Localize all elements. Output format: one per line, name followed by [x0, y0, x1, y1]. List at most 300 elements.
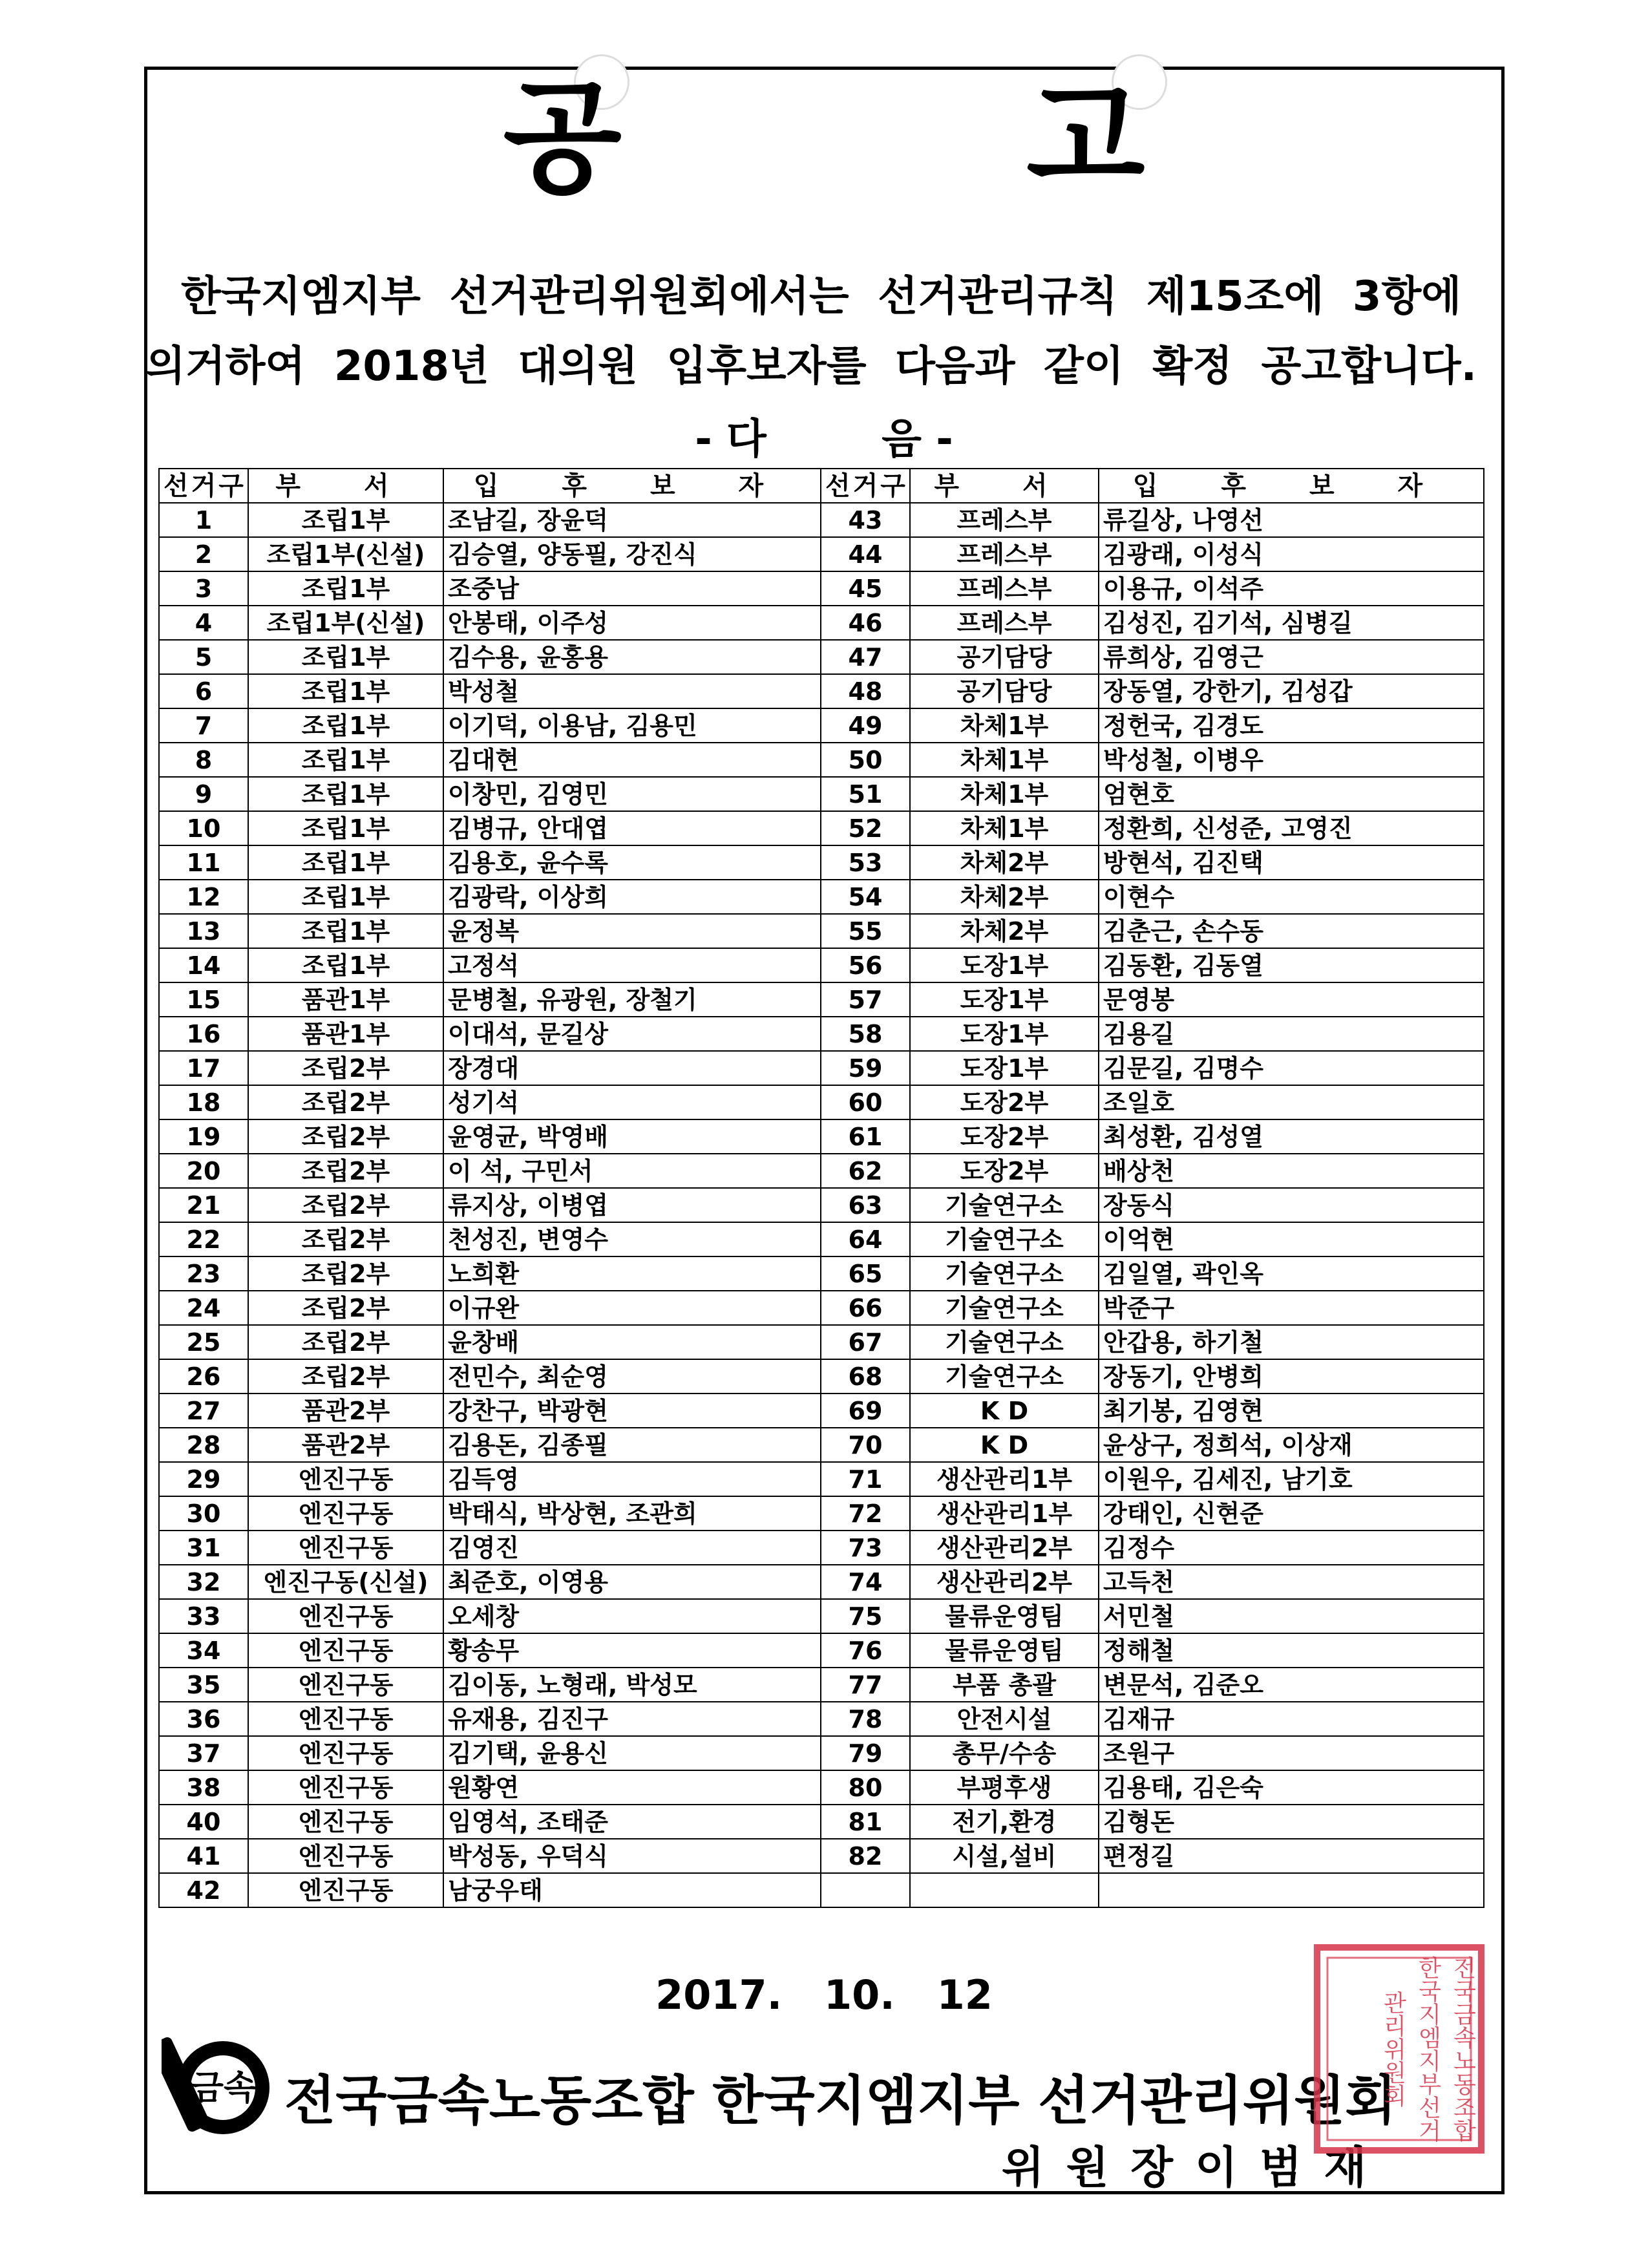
- candidate-names-right: 김문길, 김명수: [1099, 1051, 1484, 1085]
- department-left: 조립1부(신설): [248, 606, 443, 640]
- committee-chair: 위원장이범재: [1002, 2143, 1389, 2194]
- district-number-right: 65: [821, 1256, 910, 1291]
- department-right: 도장2부: [910, 1119, 1099, 1154]
- candidate-names-left: 장경대: [443, 1051, 821, 1085]
- table-row: [159, 708, 1484, 743]
- department-right: [910, 1873, 1099, 1907]
- district-number-left: 26: [159, 1359, 248, 1394]
- department-right: 공기담당: [910, 674, 1099, 708]
- table-row: [159, 777, 1484, 811]
- department-left: 조립1부: [248, 914, 443, 948]
- candidate-names-left: 김수용, 윤홍용: [443, 640, 821, 674]
- section-heading: - 다 음 -: [695, 416, 953, 463]
- district-number-right: 50: [821, 743, 910, 777]
- department-left: 조립1부: [248, 811, 443, 845]
- table-row: [159, 1017, 1484, 1051]
- candidate-names-left: 임영석, 조태준: [443, 1805, 821, 1839]
- department-right: 프레스부: [910, 571, 1099, 606]
- district-number-right: 58: [821, 1017, 910, 1051]
- candidate-names-right: 고득천: [1099, 1565, 1484, 1599]
- header-candidates-right: 입 후 보 자: [1099, 469, 1484, 503]
- department-right: 프레스부: [910, 606, 1099, 640]
- candidate-names-left: 박성철: [443, 674, 821, 708]
- department-left: 엔진구동: [248, 1702, 443, 1736]
- candidate-names-left: 박성동, 우덕식: [443, 1839, 821, 1873]
- candidate-names-left: 조남길, 장윤덕: [443, 503, 821, 537]
- department-right: 생산관리2부: [910, 1531, 1099, 1565]
- department-left: 조립2부: [248, 1291, 443, 1325]
- district-number-left: 4: [159, 606, 248, 640]
- candidate-names-right: 안갑용, 하기철: [1099, 1325, 1484, 1359]
- department-right: 차체1부: [910, 708, 1099, 743]
- table-row: [159, 1291, 1484, 1325]
- candidate-names-right: 김성진, 김기석, 심병길: [1099, 606, 1484, 640]
- district-number-right: 51: [821, 777, 910, 811]
- department-left: 조립2부: [248, 1325, 443, 1359]
- district-number-left: 35: [159, 1668, 248, 1702]
- candidate-names-left: 윤정복: [443, 914, 821, 948]
- district-number-right: 46: [821, 606, 910, 640]
- district-number-right: 75: [821, 1599, 910, 1633]
- district-number-right: 57: [821, 982, 910, 1017]
- candidate-names-right: 이억현: [1099, 1222, 1484, 1256]
- department-left: 엔진구동: [248, 1633, 443, 1668]
- candidate-names-right: 김춘근, 손수동: [1099, 914, 1484, 948]
- department-right: 도장2부: [910, 1085, 1099, 1119]
- department-right: 안전시설: [910, 1702, 1099, 1736]
- district-number-left: 8: [159, 743, 248, 777]
- district-number-left: 34: [159, 1633, 248, 1668]
- district-number-right: 77: [821, 1668, 910, 1702]
- district-number-left: 7: [159, 708, 248, 743]
- district-number-right: 63: [821, 1188, 910, 1222]
- candidate-names-right: 장동열, 강한기, 김성갑: [1099, 674, 1484, 708]
- header-department-right: 부 서: [910, 469, 1099, 503]
- department-left: 조립1부: [248, 743, 443, 777]
- district-number-right: 64: [821, 1222, 910, 1256]
- district-number-left: 14: [159, 948, 248, 982]
- candidate-names-left: 전민수, 최순영: [443, 1359, 821, 1394]
- candidate-names-left: 류지상, 이병엽: [443, 1188, 821, 1222]
- district-number-left: 3: [159, 571, 248, 606]
- department-left: 엔진구동: [248, 1873, 443, 1907]
- candidate-names-right: [1099, 1873, 1484, 1907]
- department-left: 엔진구동: [248, 1462, 443, 1496]
- candidate-names-left: 김득영: [443, 1462, 821, 1496]
- candidate-names-right: 박준구: [1099, 1291, 1484, 1325]
- header-department-left: 부 서: [248, 469, 443, 503]
- candidate-names-right: 김일열, 곽인옥: [1099, 1256, 1484, 1291]
- district-number-right: 59: [821, 1051, 910, 1085]
- district-number-left: 42: [159, 1873, 248, 1907]
- district-number-left: 16: [159, 1017, 248, 1051]
- district-number-left: 37: [159, 1736, 248, 1770]
- department-right: 기술연구소: [910, 1359, 1099, 1394]
- district-number-right: 56: [821, 948, 910, 982]
- district-number-left: 20: [159, 1154, 248, 1188]
- table-row: [159, 1531, 1484, 1565]
- candidate-names-right: 최성환, 김성열: [1099, 1119, 1484, 1154]
- candidate-names-right: 김동환, 김동열: [1099, 948, 1484, 982]
- department-right: 기술연구소: [910, 1188, 1099, 1222]
- table-row: [159, 880, 1484, 914]
- department-left: 조립2부: [248, 1154, 443, 1188]
- notice-date: 2017. 10. 12: [655, 1971, 993, 2019]
- department-left: 엔진구동: [248, 1736, 443, 1770]
- candidate-names-left: 유재용, 김진구: [443, 1702, 821, 1736]
- district-number-left: 10: [159, 811, 248, 845]
- candidate-names-left: 김용호, 윤수록: [443, 845, 821, 880]
- candidate-names-right: 배상천: [1099, 1154, 1484, 1188]
- candidate-names-right: 강태인, 신현준: [1099, 1496, 1484, 1531]
- district-number-right: 49: [821, 708, 910, 743]
- table-body: [159, 503, 1484, 1907]
- department-right: 도장1부: [910, 948, 1099, 982]
- table-row: [159, 606, 1484, 640]
- department-right: 차체1부: [910, 777, 1099, 811]
- seal-lettering: 전국금속노동조합한국지엠지부선거관리위원회: [1380, 1956, 1476, 2142]
- district-number-left: 19: [159, 1119, 248, 1154]
- table-row: [159, 743, 1484, 777]
- organization-name: 전국금속노동조합 한국지엠지부 선거관리위원회: [284, 2070, 1397, 2132]
- district-number-left: 22: [159, 1222, 248, 1256]
- table-row: [159, 1325, 1484, 1359]
- department-right: 프레스부: [910, 503, 1099, 537]
- district-number-left: 9: [159, 777, 248, 811]
- table-row: [159, 1496, 1484, 1531]
- department-right: 생산관리1부: [910, 1462, 1099, 1496]
- candidate-names-left: 이규완: [443, 1291, 821, 1325]
- department-right: 기술연구소: [910, 1256, 1099, 1291]
- district-number-right: 80: [821, 1770, 910, 1805]
- candidate-names-left: 김기택, 윤용신: [443, 1736, 821, 1770]
- department-right: 생산관리2부: [910, 1565, 1099, 1599]
- district-number-right: 54: [821, 880, 910, 914]
- candidate-names-left: 안봉태, 이주성: [443, 606, 821, 640]
- department-left: 엔진구동: [248, 1668, 443, 1702]
- table-row: [159, 1119, 1484, 1154]
- table-row: [159, 845, 1484, 880]
- district-number-left: 13: [159, 914, 248, 948]
- district-number-right: 70: [821, 1428, 910, 1462]
- district-number-left: 21: [159, 1188, 248, 1222]
- table-row: [159, 982, 1484, 1017]
- candidate-names-left: 천성진, 변영수: [443, 1222, 821, 1256]
- district-number-left: 17: [159, 1051, 248, 1085]
- department-left: 엔진구동: [248, 1770, 443, 1805]
- district-number-left: 30: [159, 1496, 248, 1531]
- district-number-right: 73: [821, 1531, 910, 1565]
- candidate-names-left: 김영진: [443, 1531, 821, 1565]
- district-number-left: 28: [159, 1428, 248, 1462]
- department-right: K D: [910, 1394, 1099, 1428]
- intro-line-2: 의거하여 2018년 대의원 입후보자를 다음과 같이 확정 공고합니다.: [145, 343, 1477, 390]
- candidate-names-right: 문영봉: [1099, 982, 1484, 1017]
- candidate-names-right: 서민철: [1099, 1599, 1484, 1633]
- table-row: [159, 571, 1484, 606]
- candidate-names-left: 최준호, 이영용: [443, 1565, 821, 1599]
- table-row: [159, 640, 1484, 674]
- district-number-left: 29: [159, 1462, 248, 1496]
- district-number-left: 41: [159, 1839, 248, 1873]
- department-right: 기술연구소: [910, 1325, 1099, 1359]
- candidate-names-right: 조일호: [1099, 1085, 1484, 1119]
- department-left: 품관2부: [248, 1394, 443, 1428]
- table-row: [159, 1188, 1484, 1222]
- header-district-right: 선거구: [821, 469, 910, 503]
- department-right: 기술연구소: [910, 1291, 1099, 1325]
- district-number-right: 47: [821, 640, 910, 674]
- department-left: 엔진구동(신설): [248, 1565, 443, 1599]
- department-left: 조립1부: [248, 948, 443, 982]
- candidate-names-left: 김광락, 이상희: [443, 880, 821, 914]
- department-left: 조립1부: [248, 777, 443, 811]
- table-row: [159, 1770, 1484, 1805]
- candidate-names-left: 원황연: [443, 1770, 821, 1805]
- district-number-right: 67: [821, 1325, 910, 1359]
- district-number-right: 71: [821, 1462, 910, 1496]
- candidate-names-left: 김병규, 안대엽: [443, 811, 821, 845]
- department-left: 엔진구동: [248, 1839, 443, 1873]
- candidate-names-right: 변문석, 김준오: [1099, 1668, 1484, 1702]
- table-row: [159, 1633, 1484, 1668]
- table-row: [159, 1736, 1484, 1770]
- table-row: [159, 503, 1484, 537]
- department-left: 조립1부: [248, 708, 443, 743]
- table-row: [159, 1805, 1484, 1839]
- district-number-right: 62: [821, 1154, 910, 1188]
- intro-line-1: 한국지엠지부 선거관리위원회에서는 선거관리규칙 제15조에 3항에: [181, 273, 1462, 321]
- district-number-right: 43: [821, 503, 910, 537]
- department-right: 생산관리1부: [910, 1496, 1099, 1531]
- department-left: 조립1부: [248, 503, 443, 537]
- logo-lettering: 금속: [191, 2069, 257, 2108]
- district-number-left: 33: [159, 1599, 248, 1633]
- candidate-names-left: 김대현: [443, 743, 821, 777]
- table-row: [159, 1394, 1484, 1428]
- department-right: 차체1부: [910, 743, 1099, 777]
- table-row: [159, 1256, 1484, 1291]
- district-number-right: 72: [821, 1496, 910, 1531]
- candidate-names-left: 박태식, 박상현, 조관희: [443, 1496, 821, 1531]
- district-number-left: 24: [159, 1291, 248, 1325]
- district-number-right: 74: [821, 1565, 910, 1599]
- table-row: [159, 1222, 1484, 1256]
- district-number-right: 55: [821, 914, 910, 948]
- candidate-names-left: 조중남: [443, 571, 821, 606]
- district-number-right: 52: [821, 811, 910, 845]
- department-left: 엔진구동: [248, 1599, 443, 1633]
- candidate-names-left: 윤영균, 박영배: [443, 1119, 821, 1154]
- district-number-right: 78: [821, 1702, 910, 1736]
- district-number-left: 18: [159, 1085, 248, 1119]
- candidate-table: [158, 468, 1484, 1908]
- district-number-left: 1: [159, 503, 248, 537]
- department-right: 부품 총괄: [910, 1668, 1099, 1702]
- district-number-right: 76: [821, 1633, 910, 1668]
- department-left: 엔진구동: [248, 1496, 443, 1531]
- candidate-names-right: 정헌국, 김경도: [1099, 708, 1484, 743]
- candidate-names-left: 김이동, 노형래, 박성모: [443, 1668, 821, 1702]
- district-number-left: 6: [159, 674, 248, 708]
- district-number-left: 12: [159, 880, 248, 914]
- department-right: 도장1부: [910, 982, 1099, 1017]
- candidate-names-left: 이대석, 문길상: [443, 1017, 821, 1051]
- department-left: 조립2부: [248, 1188, 443, 1222]
- candidate-names-right: 장동기, 안병희: [1099, 1359, 1484, 1394]
- candidate-names-right: 이현수: [1099, 880, 1484, 914]
- candidate-names-left: 황송무: [443, 1633, 821, 1668]
- department-right: 차체1부: [910, 811, 1099, 845]
- table-header-row: [159, 469, 1484, 503]
- district-number-right: 44: [821, 537, 910, 571]
- department-left: 조립2부: [248, 1359, 443, 1394]
- table-row: [159, 1462, 1484, 1496]
- department-left: 조립1부: [248, 674, 443, 708]
- department-left: 조립2부: [248, 1119, 443, 1154]
- candidate-names-right: 최기봉, 김영현: [1099, 1394, 1484, 1428]
- table-row: [159, 1702, 1484, 1736]
- district-number-left: 40: [159, 1805, 248, 1839]
- district-number-right: 45: [821, 571, 910, 606]
- department-right: 도장1부: [910, 1051, 1099, 1085]
- district-number-left: 23: [159, 1256, 248, 1291]
- district-number-left: 27: [159, 1394, 248, 1428]
- department-right: 차체2부: [910, 880, 1099, 914]
- district-number-left: 31: [159, 1531, 248, 1565]
- department-left: 조립2부: [248, 1051, 443, 1085]
- department-left: 엔진구동: [248, 1805, 443, 1839]
- candidate-names-right: 이용규, 이석주: [1099, 571, 1484, 606]
- candidate-names-left: 문병철, 유광원, 장철기: [443, 982, 821, 1017]
- union-logo-icon: [162, 2023, 278, 2152]
- table-row: [159, 948, 1484, 982]
- candidate-names-right: 이원우, 김세진, 남기호: [1099, 1462, 1484, 1496]
- department-right: 물류운영팀: [910, 1633, 1099, 1668]
- department-left: 조립1부: [248, 640, 443, 674]
- district-number-left: 38: [159, 1770, 248, 1805]
- department-left: 품관1부: [248, 982, 443, 1017]
- district-number-left: 32: [159, 1565, 248, 1599]
- department-right: 도장1부: [910, 1017, 1099, 1051]
- department-left: 조립2부: [248, 1256, 443, 1291]
- candidate-names-right: 정해철: [1099, 1633, 1484, 1668]
- candidate-names-left: 오세창: [443, 1599, 821, 1633]
- department-left: 품관1부: [248, 1017, 443, 1051]
- notice-title: 공 고: [503, 67, 1326, 210]
- table-row: [159, 1668, 1484, 1702]
- candidate-names-left: 윤창배: [443, 1325, 821, 1359]
- candidate-names-right: 조원구: [1099, 1736, 1484, 1770]
- district-number-right: 82: [821, 1839, 910, 1873]
- candidate-names-right: 엄현호: [1099, 777, 1484, 811]
- candidate-names-left: 이 석, 구민서: [443, 1154, 821, 1188]
- table-row: [159, 1051, 1484, 1085]
- candidate-names-left: 고정석: [443, 948, 821, 982]
- candidate-names-right: 김재규: [1099, 1702, 1484, 1736]
- candidate-names-right: 편정길: [1099, 1839, 1484, 1873]
- candidate-names-left: 성기석: [443, 1085, 821, 1119]
- district-number-right: 53: [821, 845, 910, 880]
- candidate-names-right: 김광래, 이성식: [1099, 537, 1484, 571]
- district-number-right: 79: [821, 1736, 910, 1770]
- official-seal-stamp: [1312, 1942, 1486, 2156]
- candidate-names-left: 이창민, 김영민: [443, 777, 821, 811]
- table-row: [159, 1599, 1484, 1633]
- district-number-left: 2: [159, 537, 248, 571]
- department-left: 조립2부: [248, 1222, 443, 1256]
- department-right: 차체2부: [910, 845, 1099, 880]
- department-right: K D: [910, 1428, 1099, 1462]
- table-row: [159, 1085, 1484, 1119]
- intro-paragraph: [145, 262, 1525, 401]
- table-row: [159, 1428, 1484, 1462]
- department-right: 물류운영팀: [910, 1599, 1099, 1633]
- candidate-names-left: 김용돈, 김종필: [443, 1428, 821, 1462]
- candidate-names-right: 류길상, 나영선: [1099, 503, 1484, 537]
- district-number-left: 5: [159, 640, 248, 674]
- district-number-right: 69: [821, 1394, 910, 1428]
- candidate-names-right: 정환희, 신성준, 고영진: [1099, 811, 1484, 845]
- candidate-names-left: 이기덕, 이용남, 김용민: [443, 708, 821, 743]
- candidate-names-right: 박성철, 이병우: [1099, 743, 1484, 777]
- department-left: 엔진구동: [248, 1531, 443, 1565]
- department-left: 조립2부: [248, 1085, 443, 1119]
- department-right: 부평후생: [910, 1770, 1099, 1805]
- table-row: [159, 674, 1484, 708]
- department-right: 도장2부: [910, 1154, 1099, 1188]
- department-right: 전기,환경: [910, 1805, 1099, 1839]
- candidate-names-right: 류희상, 김영근: [1099, 640, 1484, 674]
- district-number-right: 68: [821, 1359, 910, 1394]
- department-right: 총무/수송: [910, 1736, 1099, 1770]
- candidate-names-left: 강찬구, 박광현: [443, 1394, 821, 1428]
- candidate-names-right: 장동식: [1099, 1188, 1484, 1222]
- district-number-right: 66: [821, 1291, 910, 1325]
- district-number-left: 11: [159, 845, 248, 880]
- district-number-left: 15: [159, 982, 248, 1017]
- department-left: 품관2부: [248, 1428, 443, 1462]
- table-row: [159, 537, 1484, 571]
- district-number-right: 60: [821, 1085, 910, 1119]
- candidate-names-right: 방현석, 김진택: [1099, 845, 1484, 880]
- department-right: 차체2부: [910, 914, 1099, 948]
- district-number-left: 25: [159, 1325, 248, 1359]
- candidate-names-left: 노희환: [443, 1256, 821, 1291]
- district-number-right: 48: [821, 674, 910, 708]
- table-row: [159, 1154, 1484, 1188]
- department-left: 조립1부: [248, 880, 443, 914]
- candidate-names-right: 김정수: [1099, 1531, 1484, 1565]
- district-number-left: 36: [159, 1702, 248, 1736]
- table-row: [159, 914, 1484, 948]
- department-right: 공기담당: [910, 640, 1099, 674]
- candidate-names-right: 김용태, 김은숙: [1099, 1770, 1484, 1805]
- department-right: 시설,설비: [910, 1839, 1099, 1873]
- district-number-right: [821, 1873, 910, 1907]
- candidate-names-right: 윤상구, 정희석, 이상재: [1099, 1428, 1484, 1462]
- department-left: 조립1부: [248, 845, 443, 880]
- district-number-right: 81: [821, 1805, 910, 1839]
- candidate-names-right: 김용길: [1099, 1017, 1484, 1051]
- table-row: [159, 1565, 1484, 1599]
- department-right: 프레스부: [910, 537, 1099, 571]
- candidate-names-left: 김승열, 양동필, 강진식: [443, 537, 821, 571]
- table-row: [159, 1839, 1484, 1873]
- department-right: 기술연구소: [910, 1222, 1099, 1256]
- candidate-names-left: 남궁우태: [443, 1873, 821, 1907]
- table-row: [159, 811, 1484, 845]
